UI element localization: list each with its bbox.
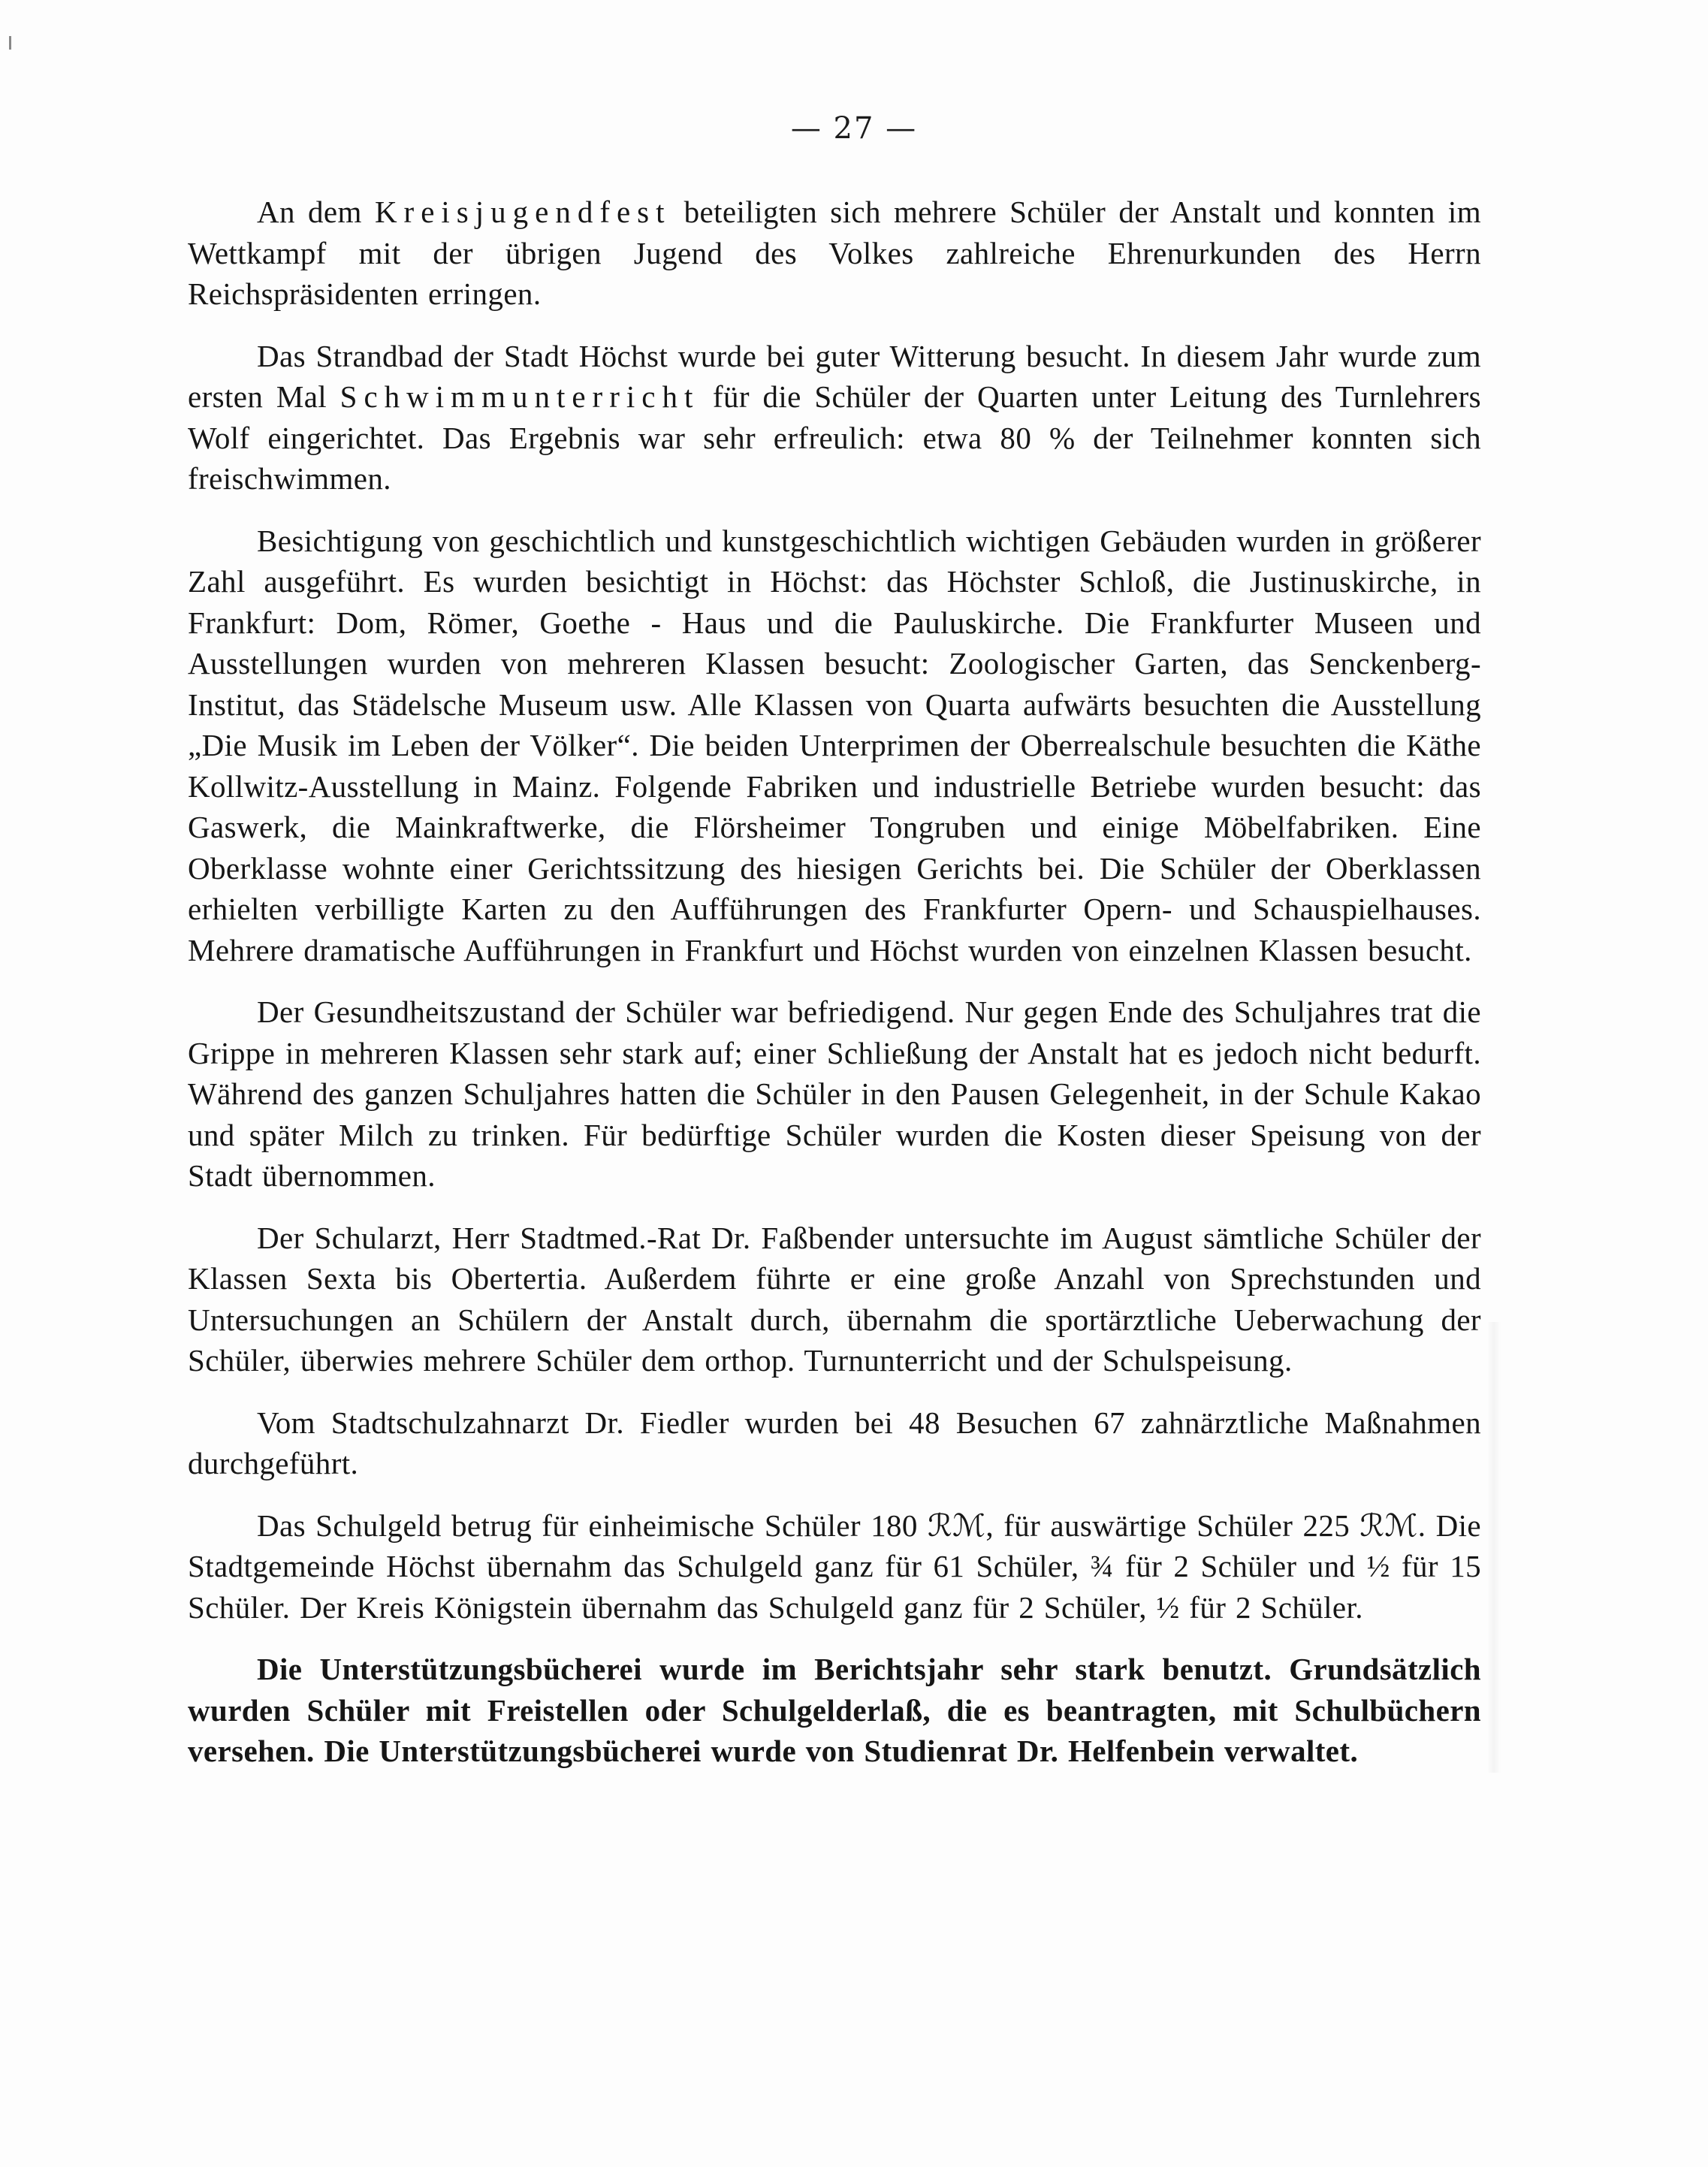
paragraph-gesundheitszustand	[188, 991, 1481, 1197]
text-segment: Der Gesundheitszustand der Schüler war befriedigend. Nur gegen Ende des Schuljahres trat die Grippe in mehreren Klassen sehr stark auf; einer Schließung der Anstalt hat es jedoch nicht bedurft. Während des ganzen Schuljahres hatten die Schüler in den Pausen Gelegenheit, in der Schule Kakao und später Milch zu trinken. Für bedürftige Schüler wurden die Kosten dieser Speisung von der Stadt übernommen.	[188, 994, 1481, 1193]
paragraph-kreisjugendfest	[188, 192, 1481, 315]
paragraph-schularzt	[188, 1218, 1481, 1381]
page-number: — 27 —	[790, 111, 918, 146]
emphasized-term: Schwimmunterricht	[339, 379, 700, 414]
paragraph-strandbad	[188, 336, 1481, 499]
bleed-through-shadow	[1487, 1322, 1501, 1773]
text-segment: Der Schularzt, Herr Stadtmed.-Rat Dr. Faßbender untersuchte im August sämtliche Schüler der Klassen Sexta bis Obertertia. Außerdem führte er eine große Anzahl von Sprechstunden und Untersuchungen an Schülern der Anstalt durch, übernahm die sportärztliche Ueberwachung der Schüler, überwies mehrere Schüler dem orthop. Turnunterricht und der Schulspeisung.	[188, 1220, 1481, 1378]
paragraph-schulzahnarzt	[188, 1402, 1481, 1484]
text-segment: Das Strandbad der Stadt Höchst wurde bei guter Witterung besucht. In diesem Jahr wurde zum ersten Mal	[188, 338, 1481, 414]
paragraph-schulgeld	[188, 1505, 1481, 1628]
scan-artifact	[9, 36, 11, 50]
text-segment: Das Schulgeld betrug für einheimische Schüler 180 ℛℳ, für auswärtige Schüler 225 ℛℳ. Die Stadtgemeinde Höchst übernahm das Schulgeld ganz für 61 Schüler, ¾ für 2 Schüler und ½ für 15 Schüler. Der Kreis Königstein übernahm das Schulgeld ganz für 2 Schüler, ½ für 2 Schüler.	[188, 1508, 1481, 1625]
text-segment: An dem	[257, 195, 375, 229]
text-segment: beteiligten sich mehrere Schüler der Anstalt und konnten im Wettkampf mit der übrigen Jugend des Volkes zahlreiche Ehrenurkunden des Herrn Reichspräsidenten erringen.	[188, 195, 1481, 311]
paragraph-besichtigung	[188, 521, 1481, 971]
text-segment: Die Unterstützungsbücherei wurde im Berichtsjahr sehr stark benutzt. Grundsätzlich wurden Schüler mit Freistellen oder Schulgelderlaß, die es beantragten, mit Schulbüchern versehen. Die Unterstützungsbücherei wurde von Studienrat Dr. Helfenbein verwaltet.	[188, 1652, 1481, 1768]
body-text	[188, 192, 1481, 1793]
text-segment: Besichtigung von geschichtlich und kunstgeschichtlich wichtigen Gebäuden wurden in größerer Zahl ausgeführt. Es wurden besichtigt in Höchst: das Höchster Schloß, die Justinuskirche, in Frankfurt: Dom, Römer, Goethe - Haus und die Pauluskirche. Die Frankfurter Museen und Ausstellungen wurden von mehreren Klassen besucht: Zoologischer Garten, das Senckenberg-Institut, das Städelsche Museum usw. Alle Klassen von Quarta aufwärts besuchten die Ausstellung „Die Musik im Leben der Völker“. Die beiden Unterprimen der Oberrealschule besuchten die Käthe Kollwitz-Ausstellung in Mainz. Folgende Fabriken und industrielle Betriebe wurden besucht: das Gaswerk, die Mainkraftwerke, die Flörsheimer Tongruben und einige Möbelfabriken. Eine Oberklasse wohnte einer Gerichtssitzung des hiesigen Gerichts bei. Die Schüler der Oberklassen erhielten verbilligte Karten zu den Aufführungen des Frankfurter Opern- und Schauspielhauses. Mehrere dramatische Aufführungen in Frankfurt und Höchst wurden von einzelnen Klassen besucht.	[188, 523, 1481, 967]
text-segment: Vom Stadtschulzahnarzt Dr. Fiedler wurden bei 48 Besuchen 67 zahnärztliche Maßnahmen durchgeführt.	[188, 1405, 1481, 1480]
emphasized-term: Kreisjugendfest	[374, 195, 671, 229]
text-segment: für die Schüler der Quarten unter Leitung des Turnlehrers Wolf eingerichtet. Das Ergebnis war sehr erfreulich: etwa 80 % der Teilnehmer konnten sich freischwimmen.	[188, 379, 1481, 496]
paragraph-unterstuetzungsbuecherei	[188, 1649, 1481, 1772]
